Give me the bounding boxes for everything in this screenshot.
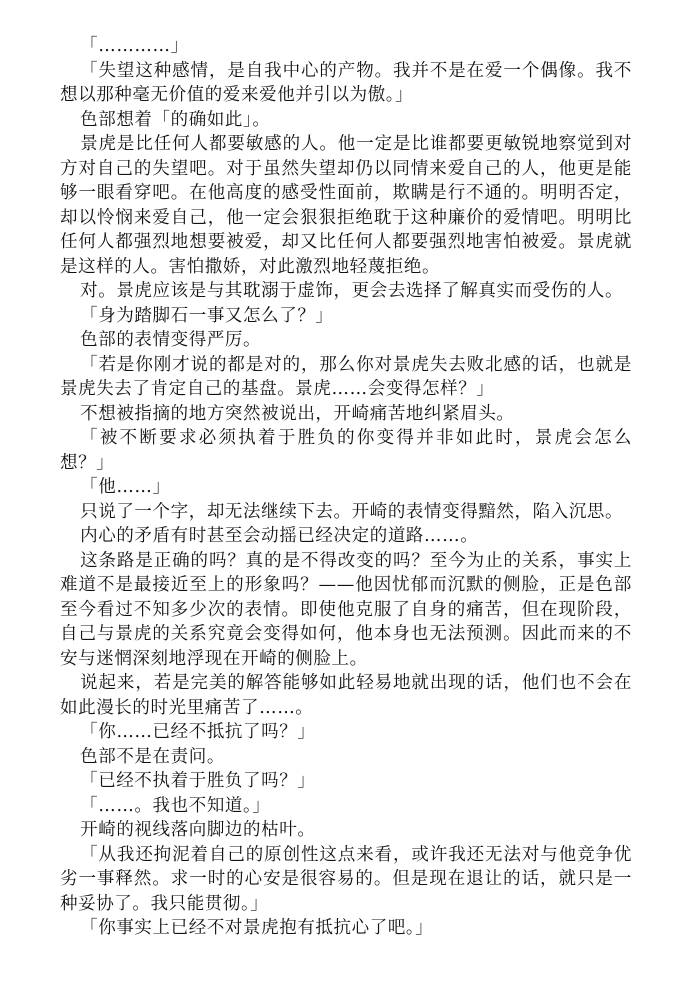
paragraph: 「身为踏脚石一事又怎么了？」 [80, 305, 334, 326]
paragraph: 开崎的视线落向脚边的枯叶。 [80, 820, 316, 840]
paragraph: 景虎是比任何人都要敏感的人。他一定是比谁都要更敏锐地察觉到对方对自己的失望吧。对于虽然失望却仍以同情来爱自己的人，他更是能够一眼看穿吧。在他高度的感受性面前，欺瞒是行不通的。明明否定，却以怜悯来爱自己，他一定会狠狠拒绝耽于这种廉价的爱情吧。明明比任何人都强烈地想要被爱，却又比任何人都要强烈地害怕被爱。景虎就是这样的人。害怕撒娇，对此激烈地轻蔑拒绝。 [60, 134, 632, 277]
paragraph: 对。景虎应该是与其耽溺于虚饰，更会去选择了解真实而受伤的人。 [80, 281, 624, 301]
paragraph: 「已经不执着于胜负了吗？」 [80, 771, 316, 791]
paragraph: 「……。我也不知道。」 [80, 795, 271, 816]
paragraph: 这条路是正确的吗？真的是不得改变的吗？至今为止的关系，事实上难道不是最接近至上的形象吗？——他因忧郁而沉默的侧脸，正是色部至今看过不知多少次的表情。即使他克服了自身的痛苦，但在现阶段，自己与景虎的关系究竟会变得如何，他本身也无法预测。因此而来的不安与迷惘深刻地浮现在开崎的侧脸上。 [60, 550, 632, 669]
paragraph: 色部想着「的确如此」。 [80, 109, 271, 130]
paragraph: 只说了一个字，却无法继续下去。开崎的表情变得黯然，陷入沉思。 [80, 501, 624, 522]
paragraph: 「被不断要求必须执着于胜负的你变得并非如此时，景虎会怎么想？」 [60, 428, 632, 473]
paragraph: 色部不是在责问。 [80, 746, 225, 767]
novel-page [60, 34, 632, 941]
paragraph: 「你事实上已经不对景虎抱有抵抗心了吧。」 [80, 918, 434, 938]
paragraph: 「他……」 [80, 477, 171, 497]
paragraph: 不想被指摘的地方突然被说出，开崎痛苦地纠紧眉头。 [80, 403, 515, 424]
paragraph: 「从我还拘泥着自己的原创性这点来看，或许我还无法对与他竞争优劣一事释然。求一时的心安是很容易的。但是现在退让的话，就只是一种妥协了。我只能贯彻。」 [60, 844, 632, 914]
paragraph: 「你……已经不抵抗了吗？」 [80, 722, 316, 742]
paragraph: 说起来，若是完美的解答能够如此轻易地就出现的话，他们也不会在如此漫长的时光里痛苦了……。 [60, 673, 632, 718]
paragraph: 「失望这种感情，是自我中心的产物。我并不是在爱一个偶像。我不想以那种毫无价值的爱来爱他并引以为傲。」 [60, 60, 632, 105]
paragraph: 「若是你刚才说的都是对的，那么你对景虎失去败北感的话，也就是景虎失去了肯定自己的基盘。景虎……会变得怎样？」 [60, 354, 632, 399]
paragraph: 内心的矛盾有时甚至会动摇已经决定的道路……。 [80, 526, 479, 546]
paragraph: 「…………」 [80, 36, 189, 56]
paragraph: 色部的表情变得严厉。 [80, 330, 262, 350]
